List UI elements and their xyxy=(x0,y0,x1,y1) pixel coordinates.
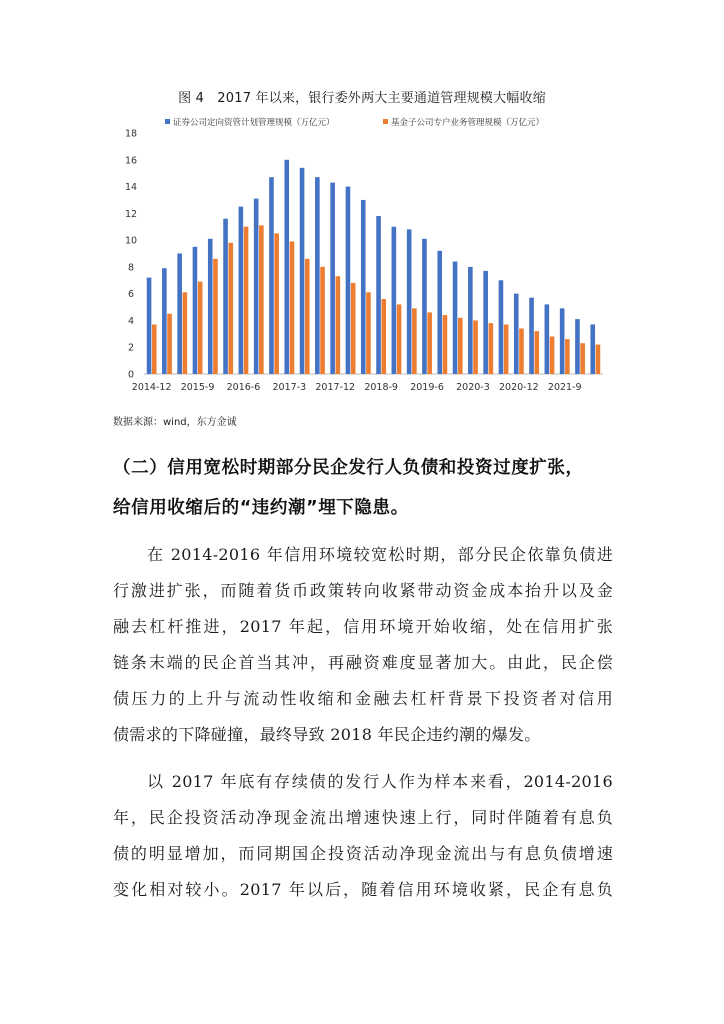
bar-series-1 xyxy=(177,254,182,375)
legend-swatch xyxy=(165,119,170,124)
paragraph-2-line: 债的明显增加，而同期国企投资活动净现金流出与有息负债增速 xyxy=(113,844,613,863)
bar-series-1 xyxy=(300,168,305,374)
y-tick-label: 8 xyxy=(127,262,135,274)
bar-series-1 xyxy=(346,187,351,374)
bar-series-1 xyxy=(560,308,565,374)
bar-series-1 xyxy=(529,298,534,374)
bar-series-2 xyxy=(565,339,570,374)
y-axis xyxy=(125,129,137,381)
bar-series-2 xyxy=(550,337,555,374)
bar-series-1 xyxy=(545,304,550,374)
paragraph-1-line: 链条末端的民企首当其冲，再融资难度显著加大。由此，民企偿 xyxy=(113,653,613,672)
x-axis xyxy=(132,374,603,393)
bar-series-1 xyxy=(407,229,412,374)
bar-series-1 xyxy=(147,278,152,374)
bar-series-1 xyxy=(269,177,274,374)
x-tick-label: 2019-6 xyxy=(410,382,444,393)
bar-series-2 xyxy=(305,259,310,374)
x-tick-label: 2018-9 xyxy=(364,382,398,393)
bar-series-1 xyxy=(315,177,320,374)
y-tick-label: 14 xyxy=(124,182,138,194)
bar-series-1 xyxy=(330,183,335,374)
bar-series-2 xyxy=(336,276,341,374)
bar-series-1 xyxy=(437,251,442,374)
bar-series-2 xyxy=(320,267,325,374)
bar-series-2 xyxy=(443,315,448,374)
bar-series-2 xyxy=(366,292,371,374)
y-tick-label: 16 xyxy=(124,155,138,167)
y-tick-label: 4 xyxy=(127,315,135,327)
bar-series-2 xyxy=(519,328,524,374)
legend-label: 基金子公司专户业务管理规模（万亿元） xyxy=(391,118,545,128)
bar-series-1 xyxy=(453,262,458,374)
bar-series-1 xyxy=(514,294,519,374)
paragraph-2-line: 以 2017 年底有存续债的发行人作为样本来看，2014-2016 xyxy=(147,772,613,791)
paragraph-2-line: 变化相对较小。2017 年以后，随着信用环境收紧，民企有息负 xyxy=(113,880,613,899)
bar-series-1 xyxy=(575,319,580,374)
x-tick-label: 2017-12 xyxy=(315,382,356,393)
y-tick-label: 18 xyxy=(124,128,138,140)
bar-series-1 xyxy=(590,324,595,374)
bar-series-2 xyxy=(489,323,494,374)
x-tick-label: 2020-12 xyxy=(498,382,539,393)
bar-series-2 xyxy=(580,343,585,374)
y-tick-label: 12 xyxy=(124,208,138,220)
paragraph-1-line: 融去杠杆推进，2017 年起，信用环境开始收缩，处在信用扩张 xyxy=(113,617,613,636)
paragraph-1-line: 在 2014-2016 年信用环境较宽松时期，部分民企依靠负债进 xyxy=(147,545,613,564)
bar-series-1 xyxy=(162,268,167,374)
bar-series-1 xyxy=(193,247,198,374)
chart-legend xyxy=(165,117,544,128)
x-tick-label: 2015-9 xyxy=(180,382,215,393)
bar-chart xyxy=(0,0,724,410)
bar-series-1 xyxy=(208,239,213,374)
chart-title: 图 4 2017 年以来，银行委外两大主要通道管理规模大幅收缩 xyxy=(178,91,546,106)
bar-series-1 xyxy=(483,271,488,374)
bar-series-2 xyxy=(290,241,295,374)
x-tick-label: 2016-6 xyxy=(226,382,261,393)
x-tick-label: 2020-3 xyxy=(456,382,490,393)
bar-series-1 xyxy=(499,280,504,374)
paragraph-1-line: 债压力的上升与流动性收缩和金融去杠杆背景下投资者对信用 xyxy=(113,689,613,708)
y-tick-label: 0 xyxy=(127,369,135,381)
bar-series-2 xyxy=(274,233,279,374)
bar-series-2 xyxy=(167,314,172,374)
bar-series-2 xyxy=(427,312,432,374)
y-tick-label: 6 xyxy=(127,289,135,301)
bar-series-1 xyxy=(361,200,366,374)
y-tick-label: 2 xyxy=(127,342,135,354)
source-note: 数据来源：wind，东方金诚 xyxy=(113,417,237,428)
x-tick-label: 2017-3 xyxy=(272,382,307,393)
paragraph-1-line: 行激进扩张，而随着货币政策转向收紧带动资金成本抬升以及金 xyxy=(113,581,613,600)
bar-series-1 xyxy=(468,267,473,374)
y-tick-label: 10 xyxy=(124,235,138,247)
bar-series-2 xyxy=(228,243,233,374)
bar-series-2 xyxy=(381,299,386,374)
bar-series-2 xyxy=(152,324,157,374)
paragraph-1-line: 债需求的下降碰撞，最终导致 2018 年民企违约潮的爆发。 xyxy=(113,725,541,744)
bar-series-2 xyxy=(412,308,417,374)
x-tick-label: 2021-9 xyxy=(547,382,582,393)
bar-series-1 xyxy=(376,216,381,374)
bar-series-1 xyxy=(422,239,427,374)
bar-series-2 xyxy=(183,292,188,374)
bar-series-1 xyxy=(223,219,228,374)
bar-series-2 xyxy=(504,324,509,374)
bar-series-2 xyxy=(534,331,539,374)
bar-series-2 xyxy=(351,283,356,374)
bar-series-2 xyxy=(213,259,218,374)
bar-series-2 xyxy=(596,345,601,374)
bar-series-1 xyxy=(284,160,289,374)
x-tick-label: 2014-12 xyxy=(131,382,172,393)
bar-series-2 xyxy=(473,320,478,374)
section-heading-line-2: 给信用收缩后的“违约潮”埋下隐患。 xyxy=(113,498,409,518)
bar-series-2 xyxy=(259,225,264,374)
legend-label: 证券公司定向资管计划管理规模（万亿元） xyxy=(173,118,335,128)
bar-series-2 xyxy=(198,282,203,374)
bar-series-2 xyxy=(397,304,402,374)
bar-series-2 xyxy=(244,227,249,374)
bars xyxy=(147,160,601,374)
section-heading-line-1: （二）信用宽松时期部分民企发行人负债和投资过度扩张， xyxy=(113,458,584,478)
bar-series-2 xyxy=(458,318,463,374)
paragraph-2-line: 年，民企投资活动净现金流出增速快速上行，同时伴随着有息负 xyxy=(113,808,613,827)
bar-series-1 xyxy=(254,199,259,374)
legend-swatch xyxy=(383,119,388,124)
bar-series-1 xyxy=(239,207,244,374)
bar-series-1 xyxy=(392,227,397,374)
